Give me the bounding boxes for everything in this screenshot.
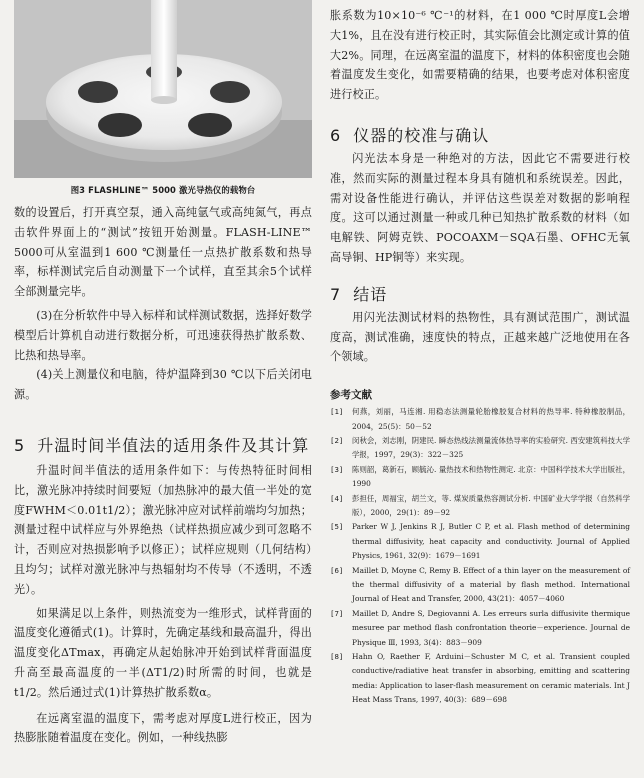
section-title: 结语 xyxy=(353,284,388,304)
section-title: 升温时间半值法的适用条件及其计算 xyxy=(37,435,310,455)
reference-number: [1] xyxy=(330,407,344,417)
paragraph: 胀系数为10×10⁻⁶ ℃⁻¹的材料，在1 000 ℃时厚度L会增大1%，且在没有进行校正时，其实际值会比测定或计算的值大2%。同理，在远离室温的温度下，材料的体积密度也会随着温度发生变化，如需要精确的结果，也要考虑对体积密度进行校正。 xyxy=(330,9,630,102)
paragraph: 数的设置后，打开真空泵，通入高纯氩气或高纯氮气，再点击软件界面上的“测试”按钮开始测量。FLASH-LINE™ 5000可从室温到1 600 ℃测量任一点热扩散系数和热导率，标样测试完后自动测量下一个试样，直至其余5个试样全部测量完毕。 xyxy=(14,206,312,299)
reference-text: Maillet D, Andre S, Degiovanni A. Les erreurs surla diffusivite thermique mesuree par method flash confrontation theorie－experience. Journal de Physique Ⅲ, 1993, 3(4)：883－909 xyxy=(352,608,630,647)
reference-text: Hahn O, Raether F, Arduini－Schuster M C, et al. Transient coupled conductive/radiative heat transfer in absorbing, emitting and scattering media: Application to laser-flash measurement on ceramic materials. Int J Heat Mass Trans, 1997, 40(3)：689－698 xyxy=(352,652,630,705)
reference-item xyxy=(330,564,630,607)
reference-text: Parker W J, Jenkins R J, Butler C P, et al. Flash method of determining thermal diffusivity, heat capacity and conductivity. Journal of Applied Physics, 1961, 32(9)：1679－1691 xyxy=(352,522,630,561)
reference-number: [6] xyxy=(330,565,344,575)
reference-number: [5] xyxy=(330,522,344,532)
reference-number: [3] xyxy=(330,464,344,474)
reference-number: [4] xyxy=(330,493,344,503)
figure-caption: 图3 FLASHLINE™ 5000 激光导热仪的载物台 xyxy=(70,185,256,195)
paragraph: 闪光法本身是一种绝对的方法，因此它不需要进行校准，然而实际的测量过程本身具有随机和系统误差。因此，需对设备性能进行确认，并评估这些误差对数据的影响程度。这可以通过测量一种或几种已知热扩散系数的材料（如电解铁、阿姆克铁、POCOAXM－SQA石墨、OFHC无氧高导铜、HP铜等）来实现。 xyxy=(330,151,630,264)
reference-item xyxy=(330,434,630,463)
paragraph: 在远离室温的温度下，需考虑对厚度L进行校正，因为热膨胀随着温度在变化。例如，一种线热膨 xyxy=(14,711,312,745)
reference-item xyxy=(330,492,630,521)
section-number: 6 xyxy=(330,125,342,145)
figure-sample-holder-photo xyxy=(14,0,312,178)
reference-number: [2] xyxy=(330,435,344,445)
section-number: 5 xyxy=(14,435,26,455)
reference-text: 彭担任，周福宝，胡兰文，等. 煤炭质量热容测试分析. 中国矿业大学学报（自然科学版），2000，29(1)：89－92 xyxy=(352,493,630,517)
references-heading: 参考文献 xyxy=(330,389,372,402)
section-number: 7 xyxy=(330,284,342,304)
reference-item xyxy=(330,650,630,708)
reference-text: Maillet D, Moyne C, Remy B. Effect of a thin layer on the measurement of the thermal diffusivity of a material by flash method. International Journal of Heat and Transfer, 2000, 43(21)：4057－4060 xyxy=(352,565,630,604)
reference-text: 何燕，刘丽，马连湘. 用稳态法测量轮胎橡胶复合材料的热导率. 特种橡胶制品，2004，25(5)：50－52 xyxy=(352,407,630,431)
reference-item xyxy=(330,463,630,492)
paragraph: 升温时间半值法的适用条件如下：与传热特征时间相比，激光脉冲持续时间要短（加热脉冲的最大值一半处的宽度FWHM＜0.01t1/2）；激光脉冲应对试样前端均匀加热；测量过程中试样应与外界绝热（试样热损应减少到可忽略不计，否则应对热损影响予以修正）；试样应规则（几何结构）且均匀；试样对激光脉冲与热辐射均不传导（不透明，不透光）。 xyxy=(14,463,312,596)
reference-text: 陈则韶，葛新石，顾毓沁. 量热技术和热物性测定. 北京：中国科学技术大学出版社，1990 xyxy=(352,464,630,489)
right-column xyxy=(330,6,630,708)
section-heading-5 xyxy=(14,435,312,457)
section-title: 仪器的校准与确认 xyxy=(353,125,490,145)
reference-item xyxy=(330,520,630,563)
left-column xyxy=(14,203,312,748)
section-heading-6 xyxy=(330,125,630,147)
reference-number: [7] xyxy=(330,608,344,618)
paragraph: (3)在分析软件中导入标样和试样测试数据，选择好数学模型后计算机自动进行数据分析，可迅速获得热扩散系数、比热和热导率。 xyxy=(14,308,312,362)
paragraph: (4)关上测量仪和电脑，待炉温降到30 ℃以下后关闭电源。 xyxy=(14,368,312,402)
reference-text: 闵秋会，刘志刚，阴建民. 瞬态热线法测量流体热导率的实验研究. 西安建筑科技大学学报，1997，29(3)：322－325 xyxy=(352,435,630,460)
section-heading-7 xyxy=(330,284,630,306)
reference-item xyxy=(330,405,630,434)
paragraph: 如果满足以上条件，则热流变为一维形式，试样背面的温度变化遵循式(1)。计算时，先确定基线和最高温升，得出温度变化ΔTmax，再确定从起始脉冲开始到试样背面温度升高至最高温度的一半(ΔT1/2)时所需的时间，也就是t1/2。然后通过式(1)计算热扩散系数α。 xyxy=(14,606,312,699)
reference-number: [8] xyxy=(330,652,344,662)
paragraph: 用闪光法测试材料的热物性，具有测试范围广，测试温度高，测试准确，速度快的特点，正越来越广泛地使用在各个领域。 xyxy=(330,310,630,364)
reference-item xyxy=(330,607,630,650)
